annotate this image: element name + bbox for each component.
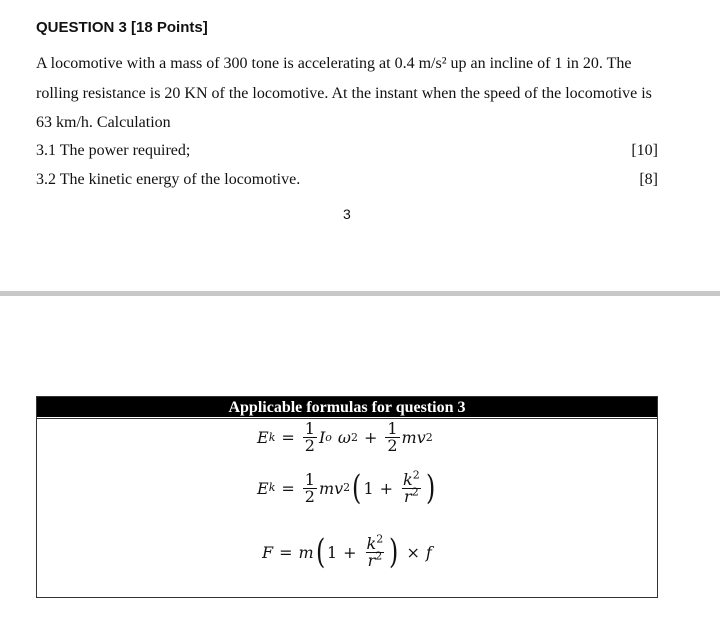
formula-tractive-force: F = m ( 1 + $\frac{k^2}{r^2}$ ) × f [262,532,432,572]
formula-table-body [37,418,657,597]
page-divider [0,291,720,296]
sub-question-3-1 [36,142,658,160]
formula-kinetic-energy-rolling: E k = $\frac{1}{2}$ mv 2 ( 1 + $\frac{k^2}{r^2}$ ) [257,468,436,508]
sub-question-points: [8] [639,171,658,188]
formula-table [36,396,658,598]
formula-table-title: Applicable formulas for question 3 [37,397,657,417]
formula-kinetic-energy-rotational: E k = $\frac{1}{2}$ I o ω 2 + $\frac{1}{2}$ mv 2 [257,419,433,455]
page-number: 3 [343,206,351,222]
sub-question-points: [10] [631,142,658,159]
sub-question-label: 3.1 The power required; [36,142,191,159]
sub-question-3-2 [36,171,658,189]
sub-question-label: 3.2 The kinetic energy of the locomotive. [36,171,301,188]
question-text: A locomotive with a mass of 300 tone is accelerating at 0.4 m/s² up an incline of 1 in 20. The rolling resistance is 20 KN of the locomotive. At the instant when the speed of the locomotive is 63 km/h. Calculation [36,55,652,131]
question-heading: QUESTION 3 [18 Points] [36,19,208,36]
